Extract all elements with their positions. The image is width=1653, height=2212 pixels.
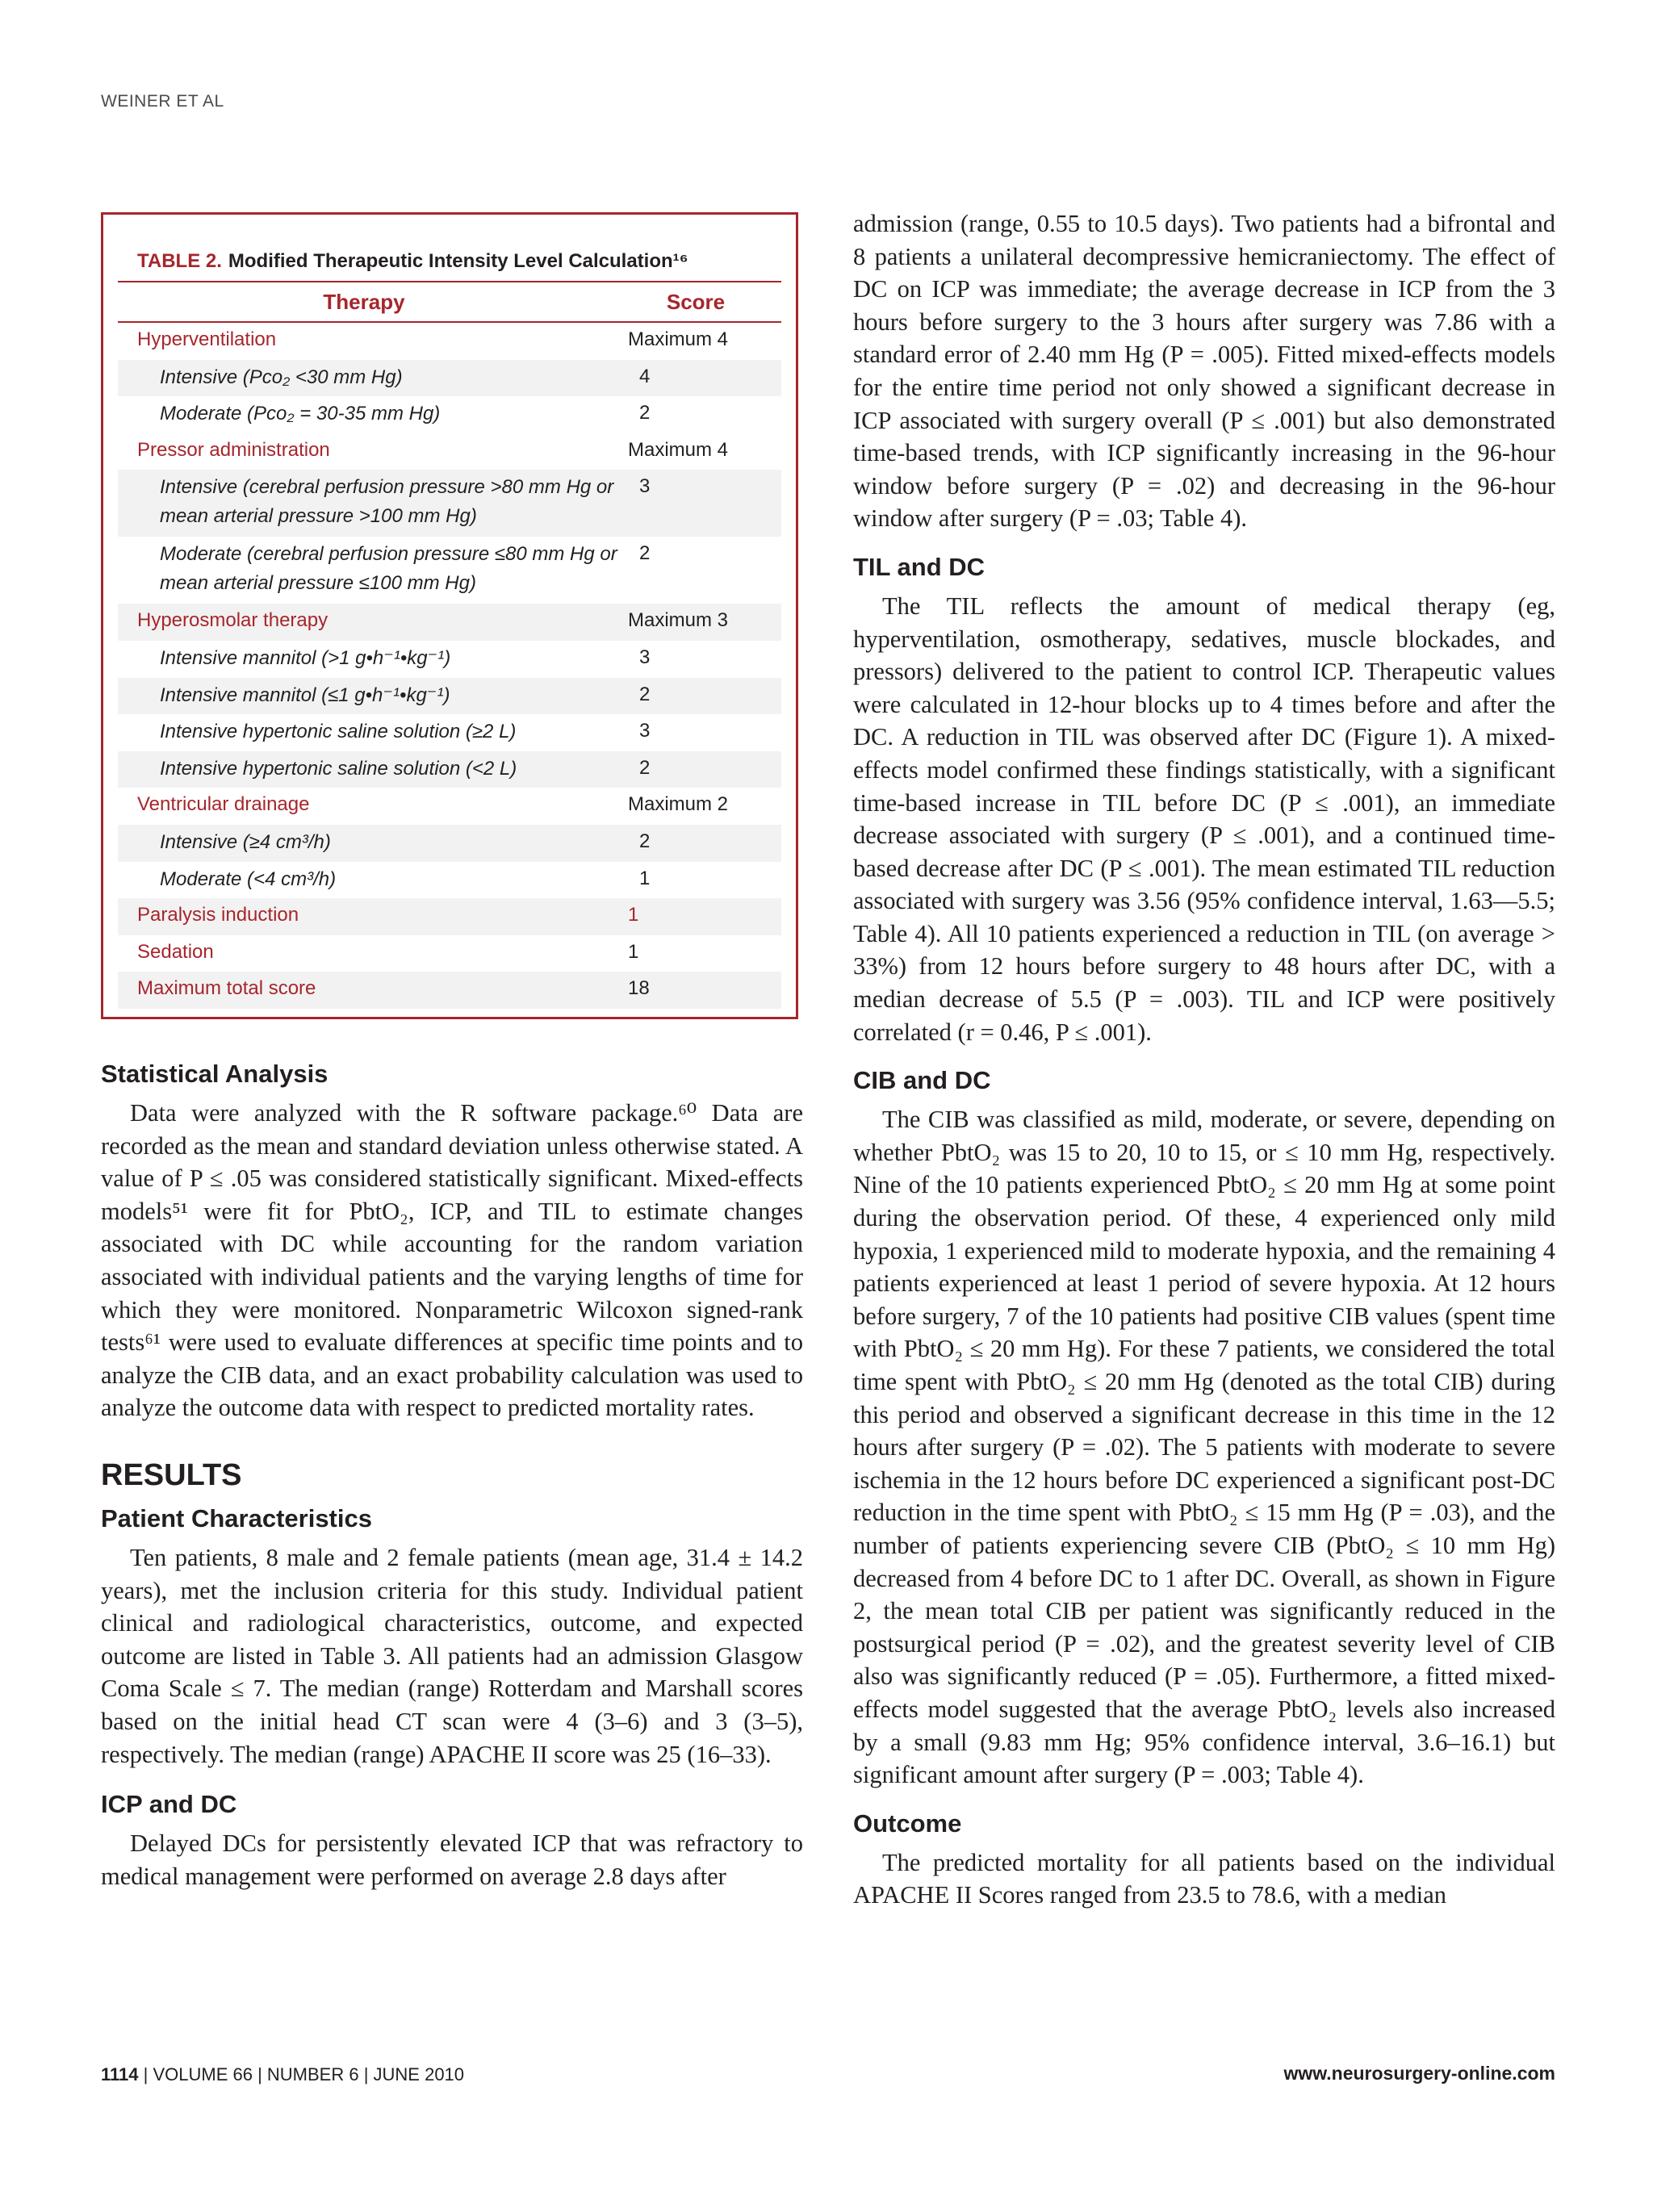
row-label: Hyperosmolar therapy [137,609,329,632]
section-heading: TIL and DC [853,552,986,581]
table-caption [103,250,796,281]
row-label: Paralysis induction [137,904,299,926]
table-row [118,825,781,862]
row-score: Maximum 3 [628,609,729,632]
page-number: 1114 [101,2064,139,2084]
row-score: 3 [639,475,651,498]
table-row [118,470,781,537]
section-heading: ICP and DC [101,1790,237,1819]
section-heading: Outcome [853,1808,962,1838]
row-label: Intensive (≥4 cm³/h) [160,830,331,853]
journal-url[interactable]: www.neurosurgery-online.com [1283,2063,1555,2084]
table-row [118,751,781,788]
table-row [118,935,781,972]
therapy-table [101,212,798,1019]
row-label: Moderate (<4 cm³/h) [160,868,337,890]
table-row [118,641,781,678]
table-row [118,360,781,397]
left-column [101,206,803,1892]
table-row [118,678,781,715]
row-score: 18 [628,977,650,1000]
row-score: 2 [639,542,651,565]
running-head: WEINER ET AL [101,92,224,111]
right-column [853,207,1555,1912]
col-score: Score [666,289,726,314]
row-score: 2 [639,756,651,779]
row-score: 2 [639,830,651,852]
row-label: Hyperventilation [137,328,277,350]
row-label: Pressor administration [137,438,330,461]
table-row [118,972,781,1009]
row-label: Intensive mannitol (≤1 g•h⁻¹•kg⁻¹) [160,684,450,706]
table-number: TABLE 2. [137,250,222,272]
row-score: 4 [639,365,651,387]
row-score: 2 [639,683,651,705]
table-row [118,788,781,825]
row-score: Maximum 2 [628,793,729,816]
row-score: 1 [628,904,639,926]
issue-info: | VOLUME 66 | NUMBER 6 | JUNE 2010 [143,2064,465,2084]
row-score: 1 [628,940,639,963]
row-score: 3 [639,646,651,668]
row-score: Maximum 4 [628,328,729,350]
paragraph: The CIB was classified as mild, moderate, or severe, depending on whether PbtO₂ was 15 to 20, 10 to 15, or ≤ 10 mm Hg, respectively. Nine of the 10 patients experienced PbtO₂ ≤ 20 mm Hg at some point during the observation period. Of these, 4 experienced only mild hypoxia, 1 experienced mild to moderate hypoxia, and the remaining 4 patients experienced at least 1 period of severe hypoxia. At 12 hours before surgery, 7 of the 10 patients had positive CIB values (spent time with PbtO₂ ≤ 20 mm Hg). For these 7 patients, we considered the total time spent with PbtO₂ ≤ 20 mm Hg (denoted as the total CIB) during this period and observed a significant decrease in this time in the 12 hours after surgery (P = .02). The 5 patients with moderate to severe ischemia in the 12 hours before DC experienced a significant post-DC reduction in the time spent with PbtO₂ ≤ 15 mm Hg (P = .03), and the number of patients experiencing severe CIB (PbtO₂ ≤ 10 mm Hg) decreased from 4 before DC to 1 after DC. Overall, as shown in Figure 2, the mean total CIB per patient was significantly reduced in the postsurgical period (P = .02), and the greatest severity level of CIB also was significantly reduced (P = .05). Furthermore, a fitted mixed-effects model suggested that the average PbtO₂ levels also increased by a small (9.83 mm Hg; 95% confidence interval, 3.6–16.1) but significant amount after surgery (P = .003; Table 4). [853,1106,1555,1789]
paragraph: Delayed DCs for persistently elevated ICP that was refractory to medical management were performed on average 2.8 days after [101,1829,803,1890]
paragraph: admission (range, 0.55 to 10.5 days). Two patients had a bifrontal and 8 patients a unilateral decompressive hemicraniectomy. The effect of DC on ICP was immediate; the average decrease in ICP from the 3 hours before surgery to the 3 hours after surgery was 7.86 with a standard error of 2.40 mm Hg (P = .005). Fitted mixed-effects models for the entire time period not only showed a significant decrease in ICP associated with surgery overall (P ≤ .001) but also demonstrated time-based trends, with ICP significantly increasing in the 96-hour window before surgery (P = .02) and decreasing in the 96-hour window after surgery (P = .03; Table 4). [853,210,1555,533]
major-heading: RESULTS [101,1457,242,1492]
paragraph: Ten patients, 8 male and 2 female patients (mean age, 31.4 ± 14.2 years), met the inclusion criteria for this study. Individual patient clinical and radiological characteristics, outcome, and expected outcome are listed in Table 3. All patients had an admission Glasgow Coma Scale ≤ 7. The median (range) Rotterdam and Marshall scores based on the initial head CT scan were 4 (3–6) and 3 (3–5), respectively. The median (range) APACHE II score was 25 (16–33). [101,1543,803,1768]
row-label: Intensive hypertonic saline solution (<2 L) [160,757,517,780]
row-score: Maximum 4 [628,438,729,461]
table-title: Modified Therapeutic Intensity Level Calculation¹⁶ [228,250,688,272]
row-score: 2 [639,402,651,424]
col-therapy: Therapy [323,289,405,314]
table-row [118,714,781,751]
section-heading: Statistical Analysis [101,1060,329,1088]
footer-issue [101,2064,464,2085]
row-label: Intensive mannitol (>1 g•h⁻¹•kg⁻¹) [160,646,451,669]
table-row [118,323,781,360]
row-score: 3 [639,720,651,742]
section-heading: Patient Characteristics [101,1503,372,1533]
row-label: Sedation [137,940,214,963]
row-label: Maximum total score [137,977,316,1000]
paragraph: The TIL reflects the amount of medical therapy (eg, hyperventilation, osmotherapy, sedatives, muscle blockades, and pressors) delivered to the patient to control ICP. Therapeutic values were calculated in 12-hour blocks up to 4 times before and after the DC. A reduction in TIL was observed after DC (Figure 1). A mixed-effects model confirmed these findings statistically, with a significant time-based increase in TIL before DC (P ≤ .001), an immediate decrease associated with surgery (P ≤ .001), and a continued time-based decrease after DC (P ≤ .001). The mean estimated TIL reduction associated with surgery was 3.56 (95% confidence interval, 1.63—5.5; Table 4). All 10 patients experienced a reduction in TIL (on average > 33%) from 12 hours before surgery to 48 hours after DC, with a median decrease of 5.5 (P = .003). TIL and ICP were positively correlated (r = 0.46, P ≤ .001). [853,592,1555,1046]
row-label: Moderate (cerebral perfusion pressure ≤80 mm Hg or mean arterial pressure ≤100 mm Hg) [160,543,617,595]
table-row [118,862,781,899]
paragraph: Data were analyzed with the R software package.⁶⁰ Data are recorded as the mean and standard deviation unless otherwise stated. A value of P ≤ .05 was considered statistically significant. Mixed-effects models⁵¹ were fit for PbtO₂, ICP, and TIL to estimate changes associated with DC while accounting for the random variation associated with individual patients and the varying lengths of time for which they were monitored. Nonparametric Wilcoxon signed-rank tests⁶¹ were used to evaluate differences at specific time points and to analyze the CIB data, and an exact probability calculation was used to analyze the outcome data with respect to predicted mortality rates. [101,1099,803,1422]
table-row [118,537,781,604]
table-row [118,433,781,470]
row-label: Intensive (cerebral perfusion pressure >80 mm Hg or mean arterial pressure >100 mm Hg) [160,476,614,528]
row-label: Intensive (Pco₂ <30 mm Hg) [160,366,403,388]
table-row [118,396,781,433]
row-label: Ventricular drainage [137,793,310,816]
table-header [118,281,781,323]
row-label: Intensive hypertonic saline solution (≥2 L) [160,721,517,743]
paragraph: The predicted mortality for all patients based on the individual APACHE II Scores ranged from 23.5 to 78.6, with a median [853,1848,1555,1909]
row-label: Moderate (Pco₂ = 30-35 mm Hg) [160,403,441,425]
row-score: 1 [639,867,651,889]
table-row [118,604,781,641]
table-body [118,281,781,1009]
table-row [118,898,781,935]
section-heading: CIB and DC [853,1066,991,1095]
